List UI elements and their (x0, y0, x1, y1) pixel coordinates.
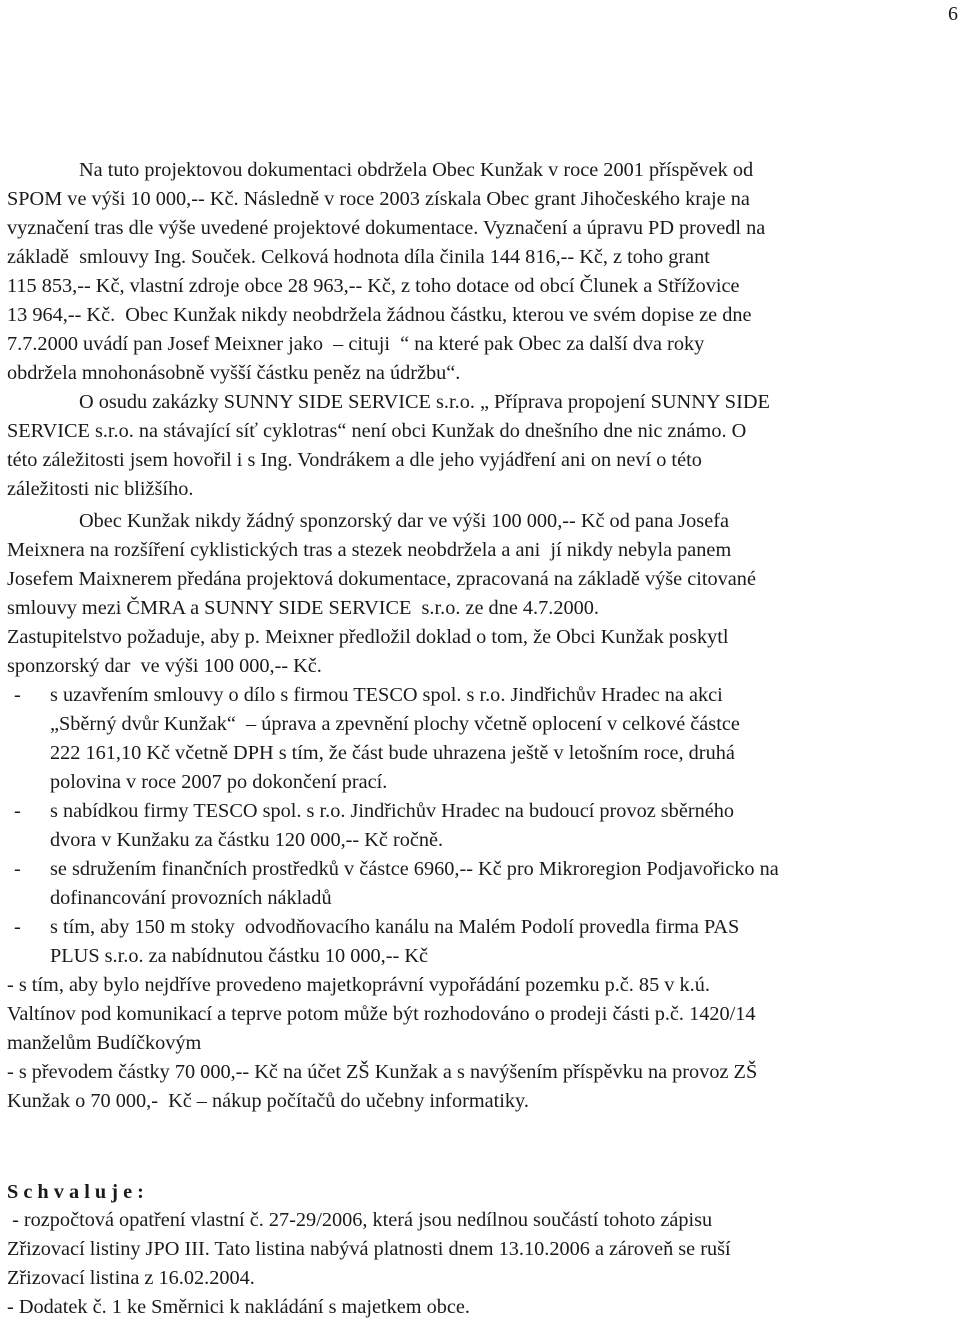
dash-list (7, 681, 960, 971)
paragraph-grant (7, 156, 960, 388)
text-line: s tím, aby 150 m stoky odvodňovacího kanálu na Malém Podolí provedla firma PAS (50, 916, 740, 938)
paragraph-sunny-side (7, 388, 960, 504)
text-line: - s převodem částky 70 000,-- Kč na účet ZŠ Kunžak a s navýšením příspěvku na provoz ZŠ (7, 1061, 758, 1083)
text-line: 115 853,-- Kč, vlastní zdroje obce 28 963,-- Kč, z toho dotace od obcí Člunek a Střížovice (7, 275, 740, 297)
text-line: 13 964,-- Kč. Obec Kunžak nikdy neobdržela žádnou částku, kterou ve svém dopise ze dne (7, 304, 752, 326)
text-line: smlouvy mezi ČMRA a SUNNY SIDE SERVICE s.r.o. ze dne 4.7.2000. (7, 597, 599, 619)
text-line: Zastupitelstvo požaduje, aby p. Meixner předložil doklad o tom, že Obci Kunžak poskytl (7, 626, 729, 648)
dash-marker: - (14, 858, 21, 880)
text-line: sponzorský dar ve výši 100 000,-- Kč. (7, 655, 322, 677)
text-line: polovina v roce 2007 po dokončení prací. (50, 771, 388, 793)
dash-marker: - (14, 684, 21, 706)
dash-marker: - (14, 800, 21, 822)
text-line: - s tím, aby bylo nejdříve provedeno majetkoprávní vypořádání pozemku p.č. 85 v k.ú. (7, 974, 710, 996)
text-line: této záležitosti jsem hovořil i s Ing. Vondrákem a dle jeho vyjádření ani on neví o této (7, 449, 702, 471)
text-line: SPOM ve výši 10 000,-- Kč. Následně v roce 2003 získala Obec grant Jihočeského kraje na (7, 188, 750, 210)
text-line: s nabídkou firmy TESCO spol. s r.o. Jindřichův Hradec na budoucí provoz sběrného (50, 800, 735, 822)
paragraph-sponsor-gift (7, 507, 960, 681)
text-line: obdržela mnohonásobně vyšší částku peněz na údržbu“. (7, 362, 461, 384)
text-line: se sdružením finančních prostředků v částce 6960,-- Kč pro Mikroregion Podjavořicko na (50, 858, 779, 880)
text-line: Na tuto projektovou dokumentaci obdržela Obec Kunžak v roce 2001 příspěvek od (79, 159, 754, 181)
text-line: základě smlouvy Ing. Souček. Celková hodnota díla činila 144 816,-- Kč, z toho grant (7, 246, 710, 268)
text-line: Josefem Maixnerem předána projektová dokumentace, zpracovaná na základě výše citované (7, 568, 756, 590)
text-line: s uzavřením smlouvy o dílo s firmou TESCO spol. s r.o. Jindřichův Hradec na akci (50, 684, 723, 706)
heading-schvaluje (7, 1178, 960, 1207)
text-line: O osudu zakázky SUNNY SIDE SERVICE s.r.o. „ Příprava propojení SUNNY SIDE (79, 391, 770, 413)
list-item (7, 797, 960, 855)
text-line: - Dodatek č. 1 ke Směrnici k nakládání s majetkem obce. (7, 1296, 470, 1318)
dash-marker: - (14, 916, 21, 938)
text-line: dvora v Kunžaku za částku 120 000,-- Kč ročně. (50, 829, 444, 851)
text-line: PLUS s.r.o. za nabídnutou částku 10 000,-- Kč (50, 945, 428, 967)
text-line: Valtínov pod komunikací a teprve potom může být rozhodováno o prodeji části p.č. 1420/14 (7, 1003, 756, 1025)
text-line: Obec Kunžak nikdy žádný sponzorský dar ve výši 100 000,-- Kč od pana Josefa (79, 510, 729, 532)
text-line: záležitosti nic bližšího. (7, 478, 194, 500)
text-line: dofinancování provozních nákladů (50, 887, 332, 909)
list-item (7, 913, 960, 971)
text-line: - rozpočtová opatření vlastní č. 27-29/2006, která jsou nedílnou součástí tohoto zápisu (7, 1209, 713, 1231)
text-line: manželům Budíčkovým (7, 1032, 202, 1054)
list-item (7, 681, 960, 797)
text-line: Zřizovací listiny JPO III. Tato listina nabývá platnosti dnem 13.10.2006 a zároveň se ruší (7, 1238, 731, 1260)
list-item (7, 855, 960, 913)
text-line: 222 161,10 Kč včetně DPH s tím, že část bude uhrazena ještě v letošním roce, druhá (50, 742, 735, 764)
text-line: Zřizovací listina z 16.02.2004. (7, 1267, 255, 1289)
text-line: vyznačení tras dle výše uvedené projektové dokumentace. Vyznačení a úpravu PD provedl na (7, 217, 766, 239)
text-line: Kunžak o 70 000,- Kč – nákup počítačů do učebny informatiky. (7, 1090, 529, 1112)
text-line: Meixnera na rozšíření cyklistických tras a stezek neobdržela a ani jí nikdy nebyla panem (7, 539, 732, 561)
text-line: SERVICE s.r.o. na stávající síť cyklotras“ není obci Kunžak do dnešního dne nic známo. O (7, 420, 747, 442)
paragraph-approvals (7, 1206, 960, 1322)
page-number: 6 (948, 3, 958, 25)
text-line: 7.7.2000 uvádí pan Josef Meixner jako – cituji “ na které pak Obec za další dva roky (7, 333, 705, 355)
text-line: „Sběrný dvůr Kunžak“ – úprava a zpevnění plochy včetně oplocení v celkové částce (50, 713, 740, 735)
paragraph-property (7, 971, 960, 1116)
section-heading: S c h v a l u j e : (7, 1181, 144, 1203)
